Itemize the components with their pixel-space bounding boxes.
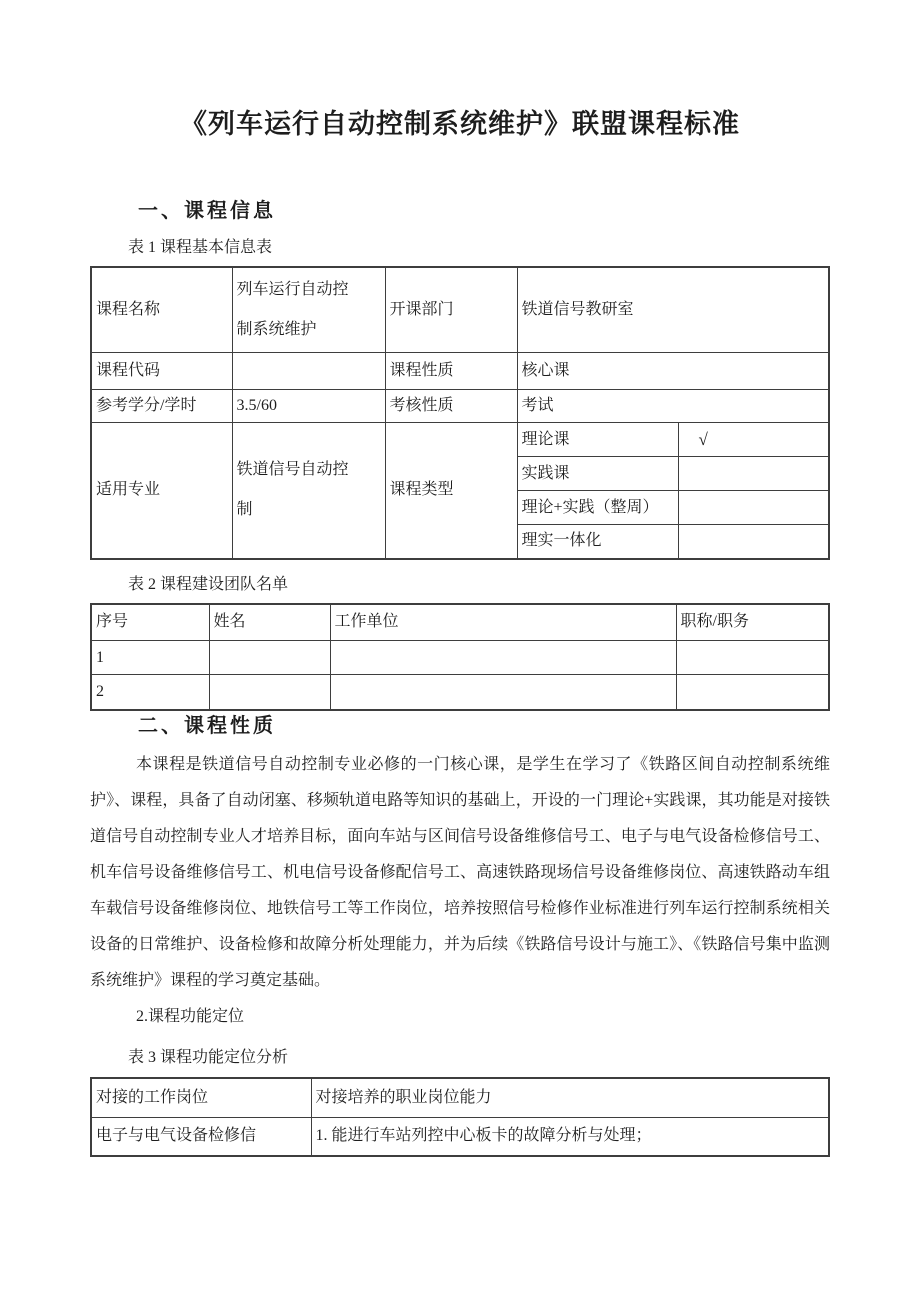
function-position-item: 2.课程功能定位: [136, 1007, 245, 1025]
t1-course-type-integrated-check: [678, 525, 829, 559]
course-basic-info-table: [90, 266, 830, 560]
t1-label-course-code: 课程代码: [91, 353, 232, 390]
t1-course-type-integrated: 理实一体化: [517, 525, 678, 559]
t1-label-major: 适用专业: [91, 423, 232, 559]
t1-value-credits: 3.5/60: [232, 390, 385, 423]
t1-value-major: 铁道信号自动控制: [232, 423, 385, 559]
course-team-table: [90, 603, 830, 711]
t3-header-ability: 对接培养的职业岗位能力: [311, 1078, 829, 1118]
t1-course-type-theory-practice-check: [678, 491, 829, 525]
table1-caption: 表 1 课程基本信息表: [128, 239, 273, 256]
t2-header-no: 序号: [91, 604, 209, 641]
table-row: [91, 267, 829, 353]
table-row: [91, 390, 829, 423]
table-header-row: [91, 1078, 829, 1118]
section1-heading: 一、课程信息: [138, 200, 276, 222]
t1-label-course-type: 课程类型: [385, 423, 517, 559]
section2-heading: 二、课程性质: [138, 714, 276, 737]
t1-course-type-practice: 实践课: [517, 457, 678, 491]
t3-header-job: 对接的工作岗位: [91, 1078, 311, 1118]
t1-course-type-practice-check: [678, 457, 829, 491]
t1-course-type-theory-practice: 理论+实践（整周）: [517, 491, 678, 525]
table-row: [91, 641, 829, 675]
t1-label-course-name: 课程名称: [91, 267, 232, 353]
t2-row2-org: [330, 675, 676, 710]
table-header-row: [91, 604, 829, 641]
t2-header-name: 姓名: [209, 604, 330, 641]
function-position-table: [90, 1077, 830, 1157]
t2-header-org: 工作单位: [330, 604, 676, 641]
t1-label-department: 开课部门: [385, 267, 517, 353]
t1-value-course-nature: 核心课: [517, 353, 829, 390]
table-row: [91, 353, 829, 390]
t1-course-type-theory-check: √: [678, 423, 829, 457]
t1-value-course-name: 列车运行自动控制系统维护: [232, 267, 385, 353]
table3-caption: 表 3 课程功能定位分析: [128, 1048, 289, 1066]
t1-label-exam-nature: 考核性质: [385, 390, 517, 423]
t2-row2-title: [676, 675, 829, 710]
table-row: [91, 423, 829, 457]
t3-row1-job: 电子与电气设备检修信: [91, 1118, 311, 1156]
t1-value-department: 铁道信号教研室: [517, 267, 829, 353]
t1-course-type-theory: 理论课: [517, 423, 678, 457]
t2-row1-org: [330, 641, 676, 675]
t1-label-course-nature: 课程性质: [385, 353, 517, 390]
t3-row1-ability: 1. 能进行车站列控中心板卡的故障分析与处理；: [311, 1118, 829, 1156]
t2-row1-title: [676, 641, 829, 675]
course-nature-paragraph: 本课程是铁道信号自动控制专业必修的一门核心课，是学生在学习了《铁路区间自动控制系统维护》、课程，具备了自动闭塞、移频轨道电路等知识的基础上，开设的一门理论+实践课，其功能是对接铁道信号自动控制专业人才培养目标，面向车站与区间信号设备维修信号工、电子与电气设备检修信号工、机车信号设备维修信号工、机电信号设备修配信号工、高速铁路现场信号设备维修岗位、高速铁路动车组车载信号设备维修岗位、地铁信号工等工作岗位，培养按照信号检修作业标准进行列车运行控制系统相关设备的日常维护、设备检修和故障分析处理能力，并为后续《铁路信号设计与施工》、《铁路信号集中监测系统维护》课程的学习奠定基础。: [90, 755, 830, 989]
t1-value-course-code: [232, 353, 385, 390]
t1-label-credits: 参考学分/学时: [91, 390, 232, 423]
table-row: [91, 675, 829, 710]
table-row: [91, 1118, 829, 1156]
t2-row2-no: 2: [91, 675, 209, 710]
t2-header-title: 职称/职务: [676, 604, 829, 641]
t2-row1-no: 1: [91, 641, 209, 675]
t1-value-exam-nature: 考试: [517, 390, 829, 423]
t2-row2-name: [209, 675, 330, 710]
table2-caption: 表 2 课程建设团队名单: [128, 575, 289, 593]
document-title: 《列车运行自动控制系统维护》联盟课程标准: [180, 109, 740, 139]
t2-row1-name: [209, 641, 330, 675]
